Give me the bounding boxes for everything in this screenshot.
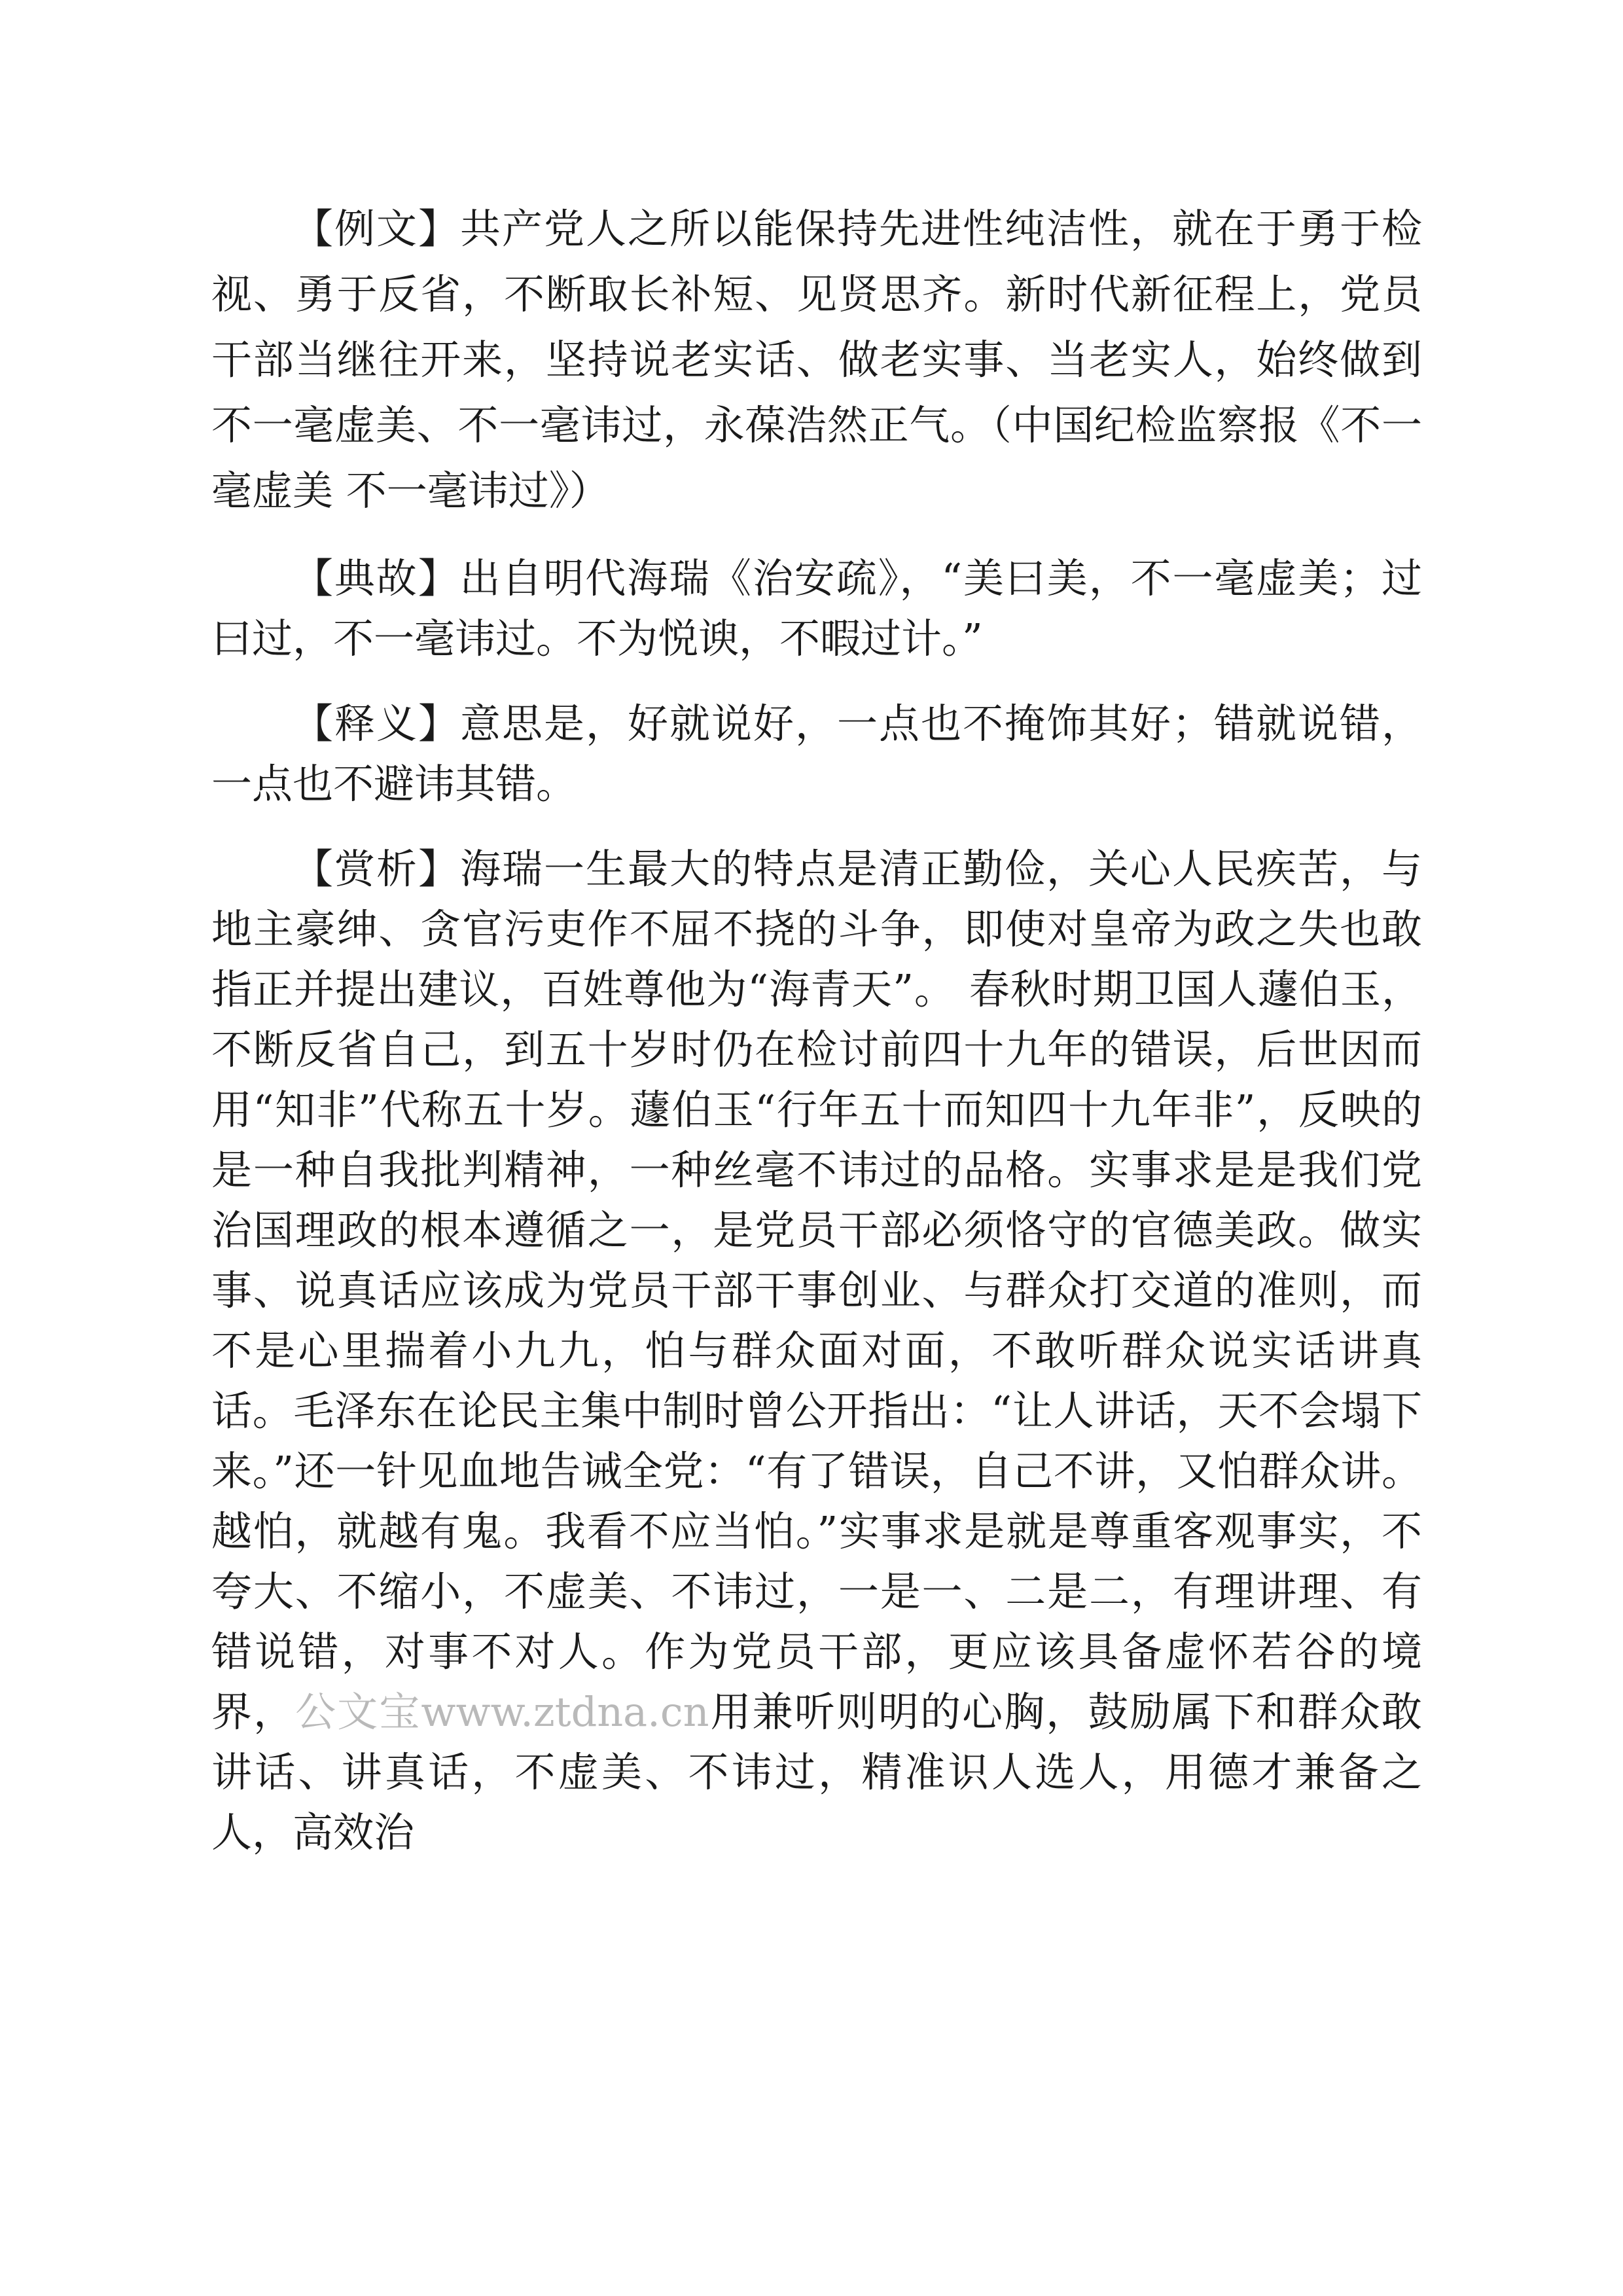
analysis-text-continued: 用兼听则明的心胸，鼓励属下和群众敢讲话、讲真话，不虚美、不讳过，精准识人选人，用德才兼备之人，高效治	[211, 1688, 1422, 1856]
document-page	[211, 196, 1422, 1888]
allusion-paragraph: 【典故】出自明代海瑞《治安疏》，“美曰美，不一毫虚美；过曰过，不一毫讳过。不为悦谀，不暇过计。”	[211, 554, 1422, 662]
meaning-paragraph: 【释义】意思是，好就说好，一点也不掩饰其好；错就说错，一点也不避讳其错。	[211, 700, 1422, 808]
analysis-text: 【赏析】海瑞一生最大的特点是清正勤俭，关心人民疾苦，与地主豪绅、贪官污吏作不屈不挠的斗争，即使对皇帝为政之失也敢指正并提出建议，百姓尊他为“海青天”。 春秋时期卫国人蘧伯玉，不断反省自己，到五十岁时仍在检讨前四十九年的错误，后世因而用“知非”代称五十岁。蘧伯玉“行年五十而知四十九年非”，反映的是一种自我批判精神，一种丝毫不讳过的品格。实事求是是我们党治国理政的根本遵循之一，是党员干部必须恪守的官德美政。做实事、说真话应该成为党员干部干事创业、与群众打交道的准则，而不是心里揣着小九九，怕与群众面对面，不敢听群众说实话讲真话。毛泽东在论民主集中制时曾公开指出：“让人讲话，天不会塌下来。”还一针见血地告诫全党：“有了错误，自己不讲，又怕群众讲。越怕，就越有鬼。我看不应当怕。”实事求是就是尊重客观事实，不夸大、不缩小，不虚美、不讳过，一是一、二是二，有理讲理、有错说错，对事不对人。作为党员干部，更应该具备虚怀若谷的境界，	[211, 845, 1422, 1736]
watermark-text: 公文宝www.ztdna.cn	[295, 1688, 709, 1736]
analysis-paragraph	[211, 839, 1422, 1863]
example-paragraph: 【例文】共产党人之所以能保持先进性纯洁性，就在于勇于检视、勇于反省，不断取长补短、见贤思齐。新时代新征程上，党员干部当继往开来，坚持说老实话、做老实事、当老实人，始终做到不一毫虚美、不一毫讳过，永葆浩然正气。（中国纪检监察报《不一毫虚美 不一毫讳过》）	[211, 205, 1422, 514]
